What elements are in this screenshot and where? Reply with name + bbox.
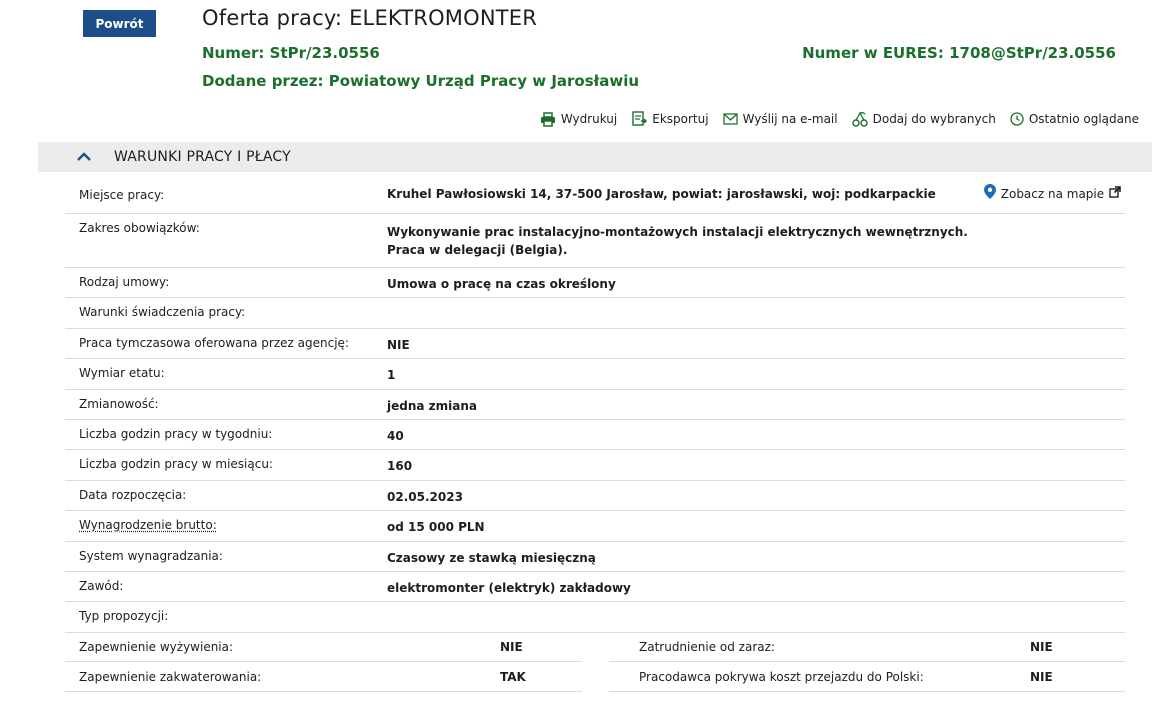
row-value: NIE <box>1030 639 1053 654</box>
row-label: Pracodawca pokrywa koszt przejazdu do Polski: <box>639 669 924 684</box>
details-table <box>65 182 1125 633</box>
row-label: System wynagradzania: <box>79 548 223 563</box>
row-label: Liczba godzin pracy w miesiącu: <box>79 457 273 472</box>
added-by-value[interactable]: Powiatowy Urząd Pracy w Jarosławiu <box>328 72 640 90</box>
favorite-label: Dodaj do wybranych <box>872 112 996 126</box>
added-by <box>202 72 639 90</box>
eures-number-label: Numer w EURES: <box>802 44 944 62</box>
row-value: Czasowy ze stawką miesięczną <box>387 550 596 565</box>
show-on-map-link[interactable] <box>984 184 1121 204</box>
row-value: Umowa o pracę na czas określony <box>387 277 616 291</box>
table-row <box>65 632 1125 662</box>
row-value: 02.05.2023 <box>387 489 463 504</box>
email-label: Wyślij na e-mail <box>742 112 838 126</box>
row-value: TAK <box>500 669 526 684</box>
accommodation-cell <box>65 662 582 692</box>
map-link-label: Zobacz na mapie <box>1000 187 1105 201</box>
printer-icon <box>540 112 556 127</box>
print-label: Wydrukuj <box>560 112 618 126</box>
page-title: Oferta pracy: ELEKTROMONTER <box>202 6 538 30</box>
row-value: 40 <box>387 428 404 443</box>
table-row <box>65 182 1125 214</box>
immediate-hire-cell <box>609 632 1125 662</box>
table-row <box>65 511 1125 541</box>
added-by-label: Dodane przez: <box>202 72 324 90</box>
table-row <box>65 390 1125 420</box>
travel-cost-cell <box>609 662 1125 692</box>
meals-cell <box>65 632 582 662</box>
row-value: jedna zmiana <box>387 398 477 413</box>
row-label: Zapewnienie zakwaterowania: <box>79 669 262 684</box>
table-row <box>65 662 1125 692</box>
row-value <box>387 298 1125 305</box>
row-label: Zapewnienie wyżywienia: <box>79 639 234 654</box>
row-label: Wymiar etatu: <box>79 366 165 381</box>
offer-number-label: Numer: <box>202 44 265 62</box>
table-row <box>65 450 1125 480</box>
clock-icon <box>1010 112 1024 126</box>
table-row <box>65 359 1125 389</box>
row-label: Miejsce pracy: <box>79 188 165 202</box>
duties-line-2: Praca w delegacji (Belgia). <box>387 243 568 257</box>
export-label: Eksportuj <box>652 112 709 126</box>
eures-number-value: 1708@StPr/23.0556 <box>949 44 1116 62</box>
email-button[interactable] <box>723 111 838 127</box>
section-header-warunki[interactable] <box>38 142 1152 172</box>
export-button[interactable] <box>631 111 708 127</box>
table-row <box>65 268 1125 298</box>
row-value <box>387 602 1125 609</box>
address-value: Kruhel Pawłosiowski 14, 37-500 Jarosław, powiat: jarosławski, woj: podkarpackie <box>387 187 936 201</box>
row-label: Zmianowość: <box>79 396 159 411</box>
extra-conditions <box>65 632 1125 692</box>
eures-number <box>802 44 1116 62</box>
table-row <box>65 602 1125 632</box>
export-icon <box>631 111 647 127</box>
row-label <box>65 511 387 532</box>
toolbar <box>540 111 1139 127</box>
print-button[interactable] <box>540 111 617 127</box>
row-value: od 15 000 PLN <box>387 520 485 535</box>
offer-number-value: StPr/23.0556 <box>269 44 380 62</box>
table-row <box>65 298 1125 328</box>
external-link-icon <box>1109 185 1121 203</box>
row-label: Typ propozycji: <box>79 609 169 624</box>
row-value: NIE <box>500 639 523 654</box>
row-label: Zakres obowiązków: <box>79 221 200 235</box>
table-row <box>65 572 1125 602</box>
back-button[interactable]: Powrót <box>83 10 156 37</box>
row-label: Praca tymczasowa oferowana przez agencję: <box>79 335 349 350</box>
row-label: Zatrudnienie od zaraz: <box>639 639 775 654</box>
row-value: NIE <box>1030 669 1053 684</box>
section-title: WARUNKI PRACY I PŁACY <box>114 149 291 165</box>
row-value <box>387 182 1125 204</box>
envelope-icon <box>723 113 738 125</box>
row-value: NIE <box>387 337 410 352</box>
add-favorite-button[interactable] <box>852 111 996 127</box>
map-pin-icon <box>984 184 996 204</box>
row-label: Rodzaj umowy: <box>79 275 170 289</box>
recently-viewed-button[interactable] <box>1010 111 1139 127</box>
row-label: Zawód: <box>79 578 124 593</box>
table-row <box>65 329 1125 359</box>
row-value: 1 <box>387 368 396 383</box>
row-label: Warunki świadczenia pracy: <box>79 305 246 320</box>
row-value <box>387 214 1125 259</box>
table-row <box>65 214 1125 268</box>
duties-line-1: Wykonywanie prac instalacyjno-montażowych instalacji elektrycznych wewnętrznych. <box>387 225 968 239</box>
chevron-up-icon[interactable] <box>76 149 92 165</box>
table-row <box>65 481 1125 511</box>
table-row <box>65 542 1125 572</box>
cherries-icon <box>852 111 868 127</box>
offer-number <box>202 44 380 62</box>
recent-label: Ostatnio oglądane <box>1028 112 1139 126</box>
row-label: Liczba godzin pracy w tygodniu: <box>79 426 273 441</box>
row-value: 160 <box>387 459 413 474</box>
row-value: elektromonter (elektryk) zakładowy <box>387 580 631 595</box>
table-row <box>65 420 1125 450</box>
row-label: Data rozpoczęcia: <box>79 487 187 502</box>
salary-abbr[interactable]: Wynagrodzenie brutto: <box>79 518 217 533</box>
